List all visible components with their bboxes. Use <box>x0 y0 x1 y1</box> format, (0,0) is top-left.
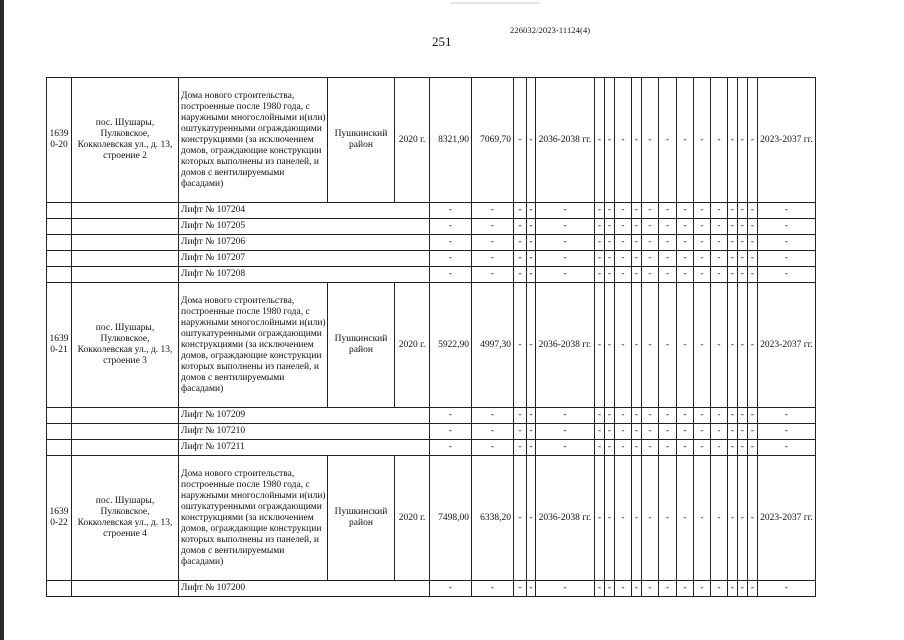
lift-name: Лифт № 107206 <box>179 235 430 251</box>
dash-cell: - <box>711 408 728 424</box>
dash-cell: - <box>632 251 642 267</box>
dash-cell: - <box>694 78 711 203</box>
dash-cell: - <box>472 424 514 440</box>
dash-cell: - <box>659 408 677 424</box>
dash-cell: - <box>659 235 677 251</box>
dash-cell: - <box>711 203 728 219</box>
scan-left-edge <box>0 0 4 640</box>
dash-cell: - <box>430 440 472 456</box>
dash-cell: - <box>514 203 527 219</box>
district: Пушкинский район <box>328 283 395 408</box>
lift-row <box>47 203 816 219</box>
building-id: 1639 0-21 <box>47 283 72 408</box>
dash-cell: - <box>514 424 527 440</box>
dash-cell: - <box>595 267 605 283</box>
dash-cell: - <box>728 267 738 283</box>
lift-name: Лифт № 107204 <box>179 203 430 219</box>
dash-cell: - <box>615 440 632 456</box>
dash-cell: - <box>527 456 536 581</box>
dash-cell: - <box>527 408 536 424</box>
lift-name: Лифт № 107200 <box>179 581 430 597</box>
dash-cell: - <box>738 219 748 235</box>
dash-cell: - <box>527 235 536 251</box>
dash-cell: - <box>527 440 536 456</box>
scan-smudge <box>450 2 540 4</box>
dash-cell: - <box>527 251 536 267</box>
dash-cell: - <box>659 456 677 581</box>
dash-cell: - <box>595 440 605 456</box>
dash-cell: - <box>748 267 758 283</box>
dash-cell: - <box>728 283 738 408</box>
empty-cell <box>72 267 179 283</box>
dash-cell: - <box>514 408 527 424</box>
dash-cell: - <box>430 267 472 283</box>
building-row <box>47 283 816 408</box>
dash-cell: - <box>595 78 605 203</box>
dash-cell: - <box>615 235 632 251</box>
dash-cell: - <box>758 408 816 424</box>
dash-cell: - <box>605 456 615 581</box>
dash-cell: - <box>748 78 758 203</box>
repair-period: 2036-2038 гг. <box>536 78 595 203</box>
dash-cell: - <box>758 424 816 440</box>
dash-cell: - <box>748 203 758 219</box>
dash-cell: - <box>430 203 472 219</box>
dash-cell: - <box>711 581 728 597</box>
dash-cell: - <box>615 456 632 581</box>
dash-cell: - <box>472 203 514 219</box>
empty-cell <box>47 408 72 424</box>
dash-cell: - <box>615 424 632 440</box>
lift-row <box>47 267 816 283</box>
dash-cell: - <box>728 456 738 581</box>
lift-row <box>47 408 816 424</box>
dash-cell: - <box>711 78 728 203</box>
dash-cell: - <box>595 456 605 581</box>
table-body <box>47 78 816 597</box>
dash-cell: - <box>758 251 816 267</box>
dash-cell: - <box>536 424 595 440</box>
dash-cell: - <box>738 581 748 597</box>
dash-cell: - <box>536 581 595 597</box>
dash-cell: - <box>605 251 615 267</box>
dash-cell: - <box>677 581 694 597</box>
dash-cell: - <box>694 408 711 424</box>
dash-cell: - <box>677 283 694 408</box>
dash-cell: - <box>728 581 738 597</box>
dash-cell: - <box>430 424 472 440</box>
dash-cell: - <box>514 283 527 408</box>
dash-cell: - <box>677 219 694 235</box>
dash-cell: - <box>595 203 605 219</box>
dash-cell: - <box>536 408 595 424</box>
dash-cell: - <box>514 251 527 267</box>
dash-cell: - <box>536 251 595 267</box>
dash-cell: - <box>615 283 632 408</box>
dash-cell: - <box>738 251 748 267</box>
dash-cell: - <box>728 424 738 440</box>
dash-cell: - <box>677 424 694 440</box>
dash-cell: - <box>595 283 605 408</box>
dash-cell: - <box>642 581 659 597</box>
dash-cell: - <box>514 581 527 597</box>
dash-cell: - <box>694 251 711 267</box>
building-type: Дома нового строительства, построенные после 1980 года, с наружными многослойными и(или) оштукатуренными ограждающими конструкциями (за исключением домов, ограждающие конструкции которых выполнены из панелей, и домов с вентилируемыми фасадами) <box>179 78 328 203</box>
dash-cell: - <box>748 424 758 440</box>
dash-cell: - <box>659 251 677 267</box>
dash-cell: - <box>472 235 514 251</box>
dash-cell: - <box>677 408 694 424</box>
empty-cell <box>72 424 179 440</box>
dash-cell: - <box>615 203 632 219</box>
dash-cell: - <box>514 78 527 203</box>
dash-cell: - <box>728 235 738 251</box>
lift-name: Лифт № 107209 <box>179 408 430 424</box>
dash-cell: - <box>536 219 595 235</box>
building-address: пос. Шушары, Пулковское, Кокколевская ул., д. 13, строение 2 <box>72 78 179 203</box>
empty-cell <box>72 408 179 424</box>
dash-cell: - <box>514 219 527 235</box>
empty-cell <box>47 440 72 456</box>
dash-cell: - <box>659 283 677 408</box>
dash-cell: - <box>605 203 615 219</box>
dash-cell: - <box>758 219 816 235</box>
dash-cell: - <box>711 440 728 456</box>
dash-cell: - <box>711 267 728 283</box>
dash-cell: - <box>632 267 642 283</box>
dash-cell: - <box>642 219 659 235</box>
dash-cell: - <box>605 78 615 203</box>
lift-row <box>47 581 816 597</box>
building-id: 1639 0-20 <box>47 78 72 203</box>
empty-cell <box>72 581 179 597</box>
building-address: пос. Шушары, Пулковское, Кокколевская ул., д. 13, строение 4 <box>72 456 179 581</box>
dash-cell: - <box>615 408 632 424</box>
dash-cell: - <box>642 440 659 456</box>
dash-cell: - <box>514 235 527 251</box>
dash-cell: - <box>694 235 711 251</box>
dash-cell: - <box>595 424 605 440</box>
dash-cell: - <box>472 408 514 424</box>
dash-cell: - <box>605 424 615 440</box>
empty-cell <box>72 219 179 235</box>
lift-row <box>47 424 816 440</box>
empty-cell <box>72 235 179 251</box>
document-reference: 226032/2023-11124(4) <box>510 25 591 35</box>
building-type: Дома нового строительства, построенные после 1980 года, с наружными многослойными и(или) оштукатуренными ограждающими конструкциями (за исключением домов, ограждающие конструкции которых выполнены из панелей, и домов с вентилируемыми фасадами) <box>179 456 328 581</box>
dash-cell: - <box>738 78 748 203</box>
empty-cell <box>72 251 179 267</box>
dash-cell: - <box>527 283 536 408</box>
dash-cell: - <box>605 581 615 597</box>
dash-cell: - <box>615 581 632 597</box>
empty-cell <box>47 581 72 597</box>
dash-cell: - <box>738 203 748 219</box>
dash-cell: - <box>728 203 738 219</box>
dash-cell: - <box>738 408 748 424</box>
lift-name: Лифт № 107207 <box>179 251 430 267</box>
dash-cell: - <box>758 203 816 219</box>
lift-row <box>47 235 816 251</box>
dash-cell: - <box>694 424 711 440</box>
dash-cell: - <box>595 581 605 597</box>
dash-cell: - <box>527 267 536 283</box>
dash-cell: - <box>595 219 605 235</box>
dash-cell: - <box>605 219 615 235</box>
dash-cell: - <box>527 581 536 597</box>
dash-cell: - <box>728 251 738 267</box>
dash-cell: - <box>711 219 728 235</box>
dash-cell: - <box>711 456 728 581</box>
dash-cell: - <box>595 235 605 251</box>
dash-cell: - <box>711 235 728 251</box>
dash-cell: - <box>677 251 694 267</box>
building-type: Дома нового строительства, построенные после 1980 года, с наружными многослойными и(или) оштукатуренными ограждающими конструкциями (за исключением домов, ограждающие конструкции которых выполнены из панелей, и домов с вентилируемыми фасадами) <box>179 283 328 408</box>
dash-cell: - <box>748 219 758 235</box>
dash-cell: - <box>472 267 514 283</box>
dash-cell: - <box>527 219 536 235</box>
building-row <box>47 78 816 203</box>
dash-cell: - <box>472 440 514 456</box>
dash-cell: - <box>642 78 659 203</box>
dash-cell: - <box>430 408 472 424</box>
dash-cell: - <box>642 283 659 408</box>
dash-cell: - <box>738 424 748 440</box>
dash-cell: - <box>728 440 738 456</box>
dash-cell: - <box>659 203 677 219</box>
dash-cell: - <box>632 456 642 581</box>
dash-cell: - <box>615 219 632 235</box>
dash-cell: - <box>605 283 615 408</box>
dash-cell: - <box>659 267 677 283</box>
empty-cell <box>72 440 179 456</box>
dash-cell: - <box>694 203 711 219</box>
dash-cell: - <box>615 267 632 283</box>
empty-cell <box>47 251 72 267</box>
building-row <box>47 456 816 581</box>
dash-cell: - <box>738 235 748 251</box>
dash-cell: - <box>472 581 514 597</box>
dash-cell: - <box>677 440 694 456</box>
dash-cell: - <box>711 283 728 408</box>
dash-cell: - <box>536 203 595 219</box>
dash-cell: - <box>605 235 615 251</box>
dash-cell: - <box>642 267 659 283</box>
dash-cell: - <box>605 267 615 283</box>
dash-cell: - <box>536 440 595 456</box>
dash-cell: - <box>642 251 659 267</box>
dash-cell: - <box>659 440 677 456</box>
dash-cell: - <box>642 235 659 251</box>
empty-cell <box>47 203 72 219</box>
dash-cell: - <box>595 408 605 424</box>
dash-cell: - <box>642 456 659 581</box>
dash-cell: - <box>527 78 536 203</box>
empty-cell <box>72 203 179 219</box>
dash-cell: - <box>632 283 642 408</box>
build-year: 2020 г. <box>395 78 430 203</box>
dash-cell: - <box>677 203 694 219</box>
lift-row <box>47 251 816 267</box>
dash-cell: - <box>595 251 605 267</box>
lift-name: Лифт № 107210 <box>179 424 430 440</box>
dash-cell: - <box>728 408 738 424</box>
page-number: 251 <box>432 34 452 49</box>
repair-period: 2036-2038 гг. <box>536 456 595 581</box>
empty-cell <box>47 424 72 440</box>
dash-cell: - <box>748 456 758 581</box>
dash-cell: - <box>527 203 536 219</box>
lift-name: Лифт № 107205 <box>179 219 430 235</box>
dash-cell: - <box>472 219 514 235</box>
dash-cell: - <box>758 235 816 251</box>
program-period: 2023-2037 гг. <box>758 78 816 203</box>
dash-cell: - <box>677 267 694 283</box>
dash-cell: - <box>738 456 748 581</box>
dash-cell: - <box>430 251 472 267</box>
dash-cell: - <box>659 424 677 440</box>
dash-cell: - <box>605 408 615 424</box>
lift-row <box>47 219 816 235</box>
dash-cell: - <box>430 219 472 235</box>
dash-cell: - <box>632 235 642 251</box>
empty-cell <box>47 267 72 283</box>
dash-cell: - <box>748 581 758 597</box>
dash-cell: - <box>514 440 527 456</box>
dash-cell: - <box>659 219 677 235</box>
living-area: 6338,20 <box>472 456 514 581</box>
dash-cell: - <box>659 581 677 597</box>
dash-cell: - <box>632 203 642 219</box>
dash-cell: - <box>632 408 642 424</box>
dash-cell: - <box>738 283 748 408</box>
repair-period: 2036-2038 гг. <box>536 283 595 408</box>
dash-cell: - <box>615 78 632 203</box>
dash-cell: - <box>748 251 758 267</box>
dash-cell: - <box>605 440 615 456</box>
empty-cell <box>47 235 72 251</box>
dash-cell: - <box>514 267 527 283</box>
dash-cell: - <box>677 456 694 581</box>
dash-cell: - <box>748 440 758 456</box>
dash-cell: - <box>632 581 642 597</box>
building-id: 1639 0-22 <box>47 456 72 581</box>
dash-cell: - <box>694 283 711 408</box>
dash-cell: - <box>514 456 527 581</box>
dash-cell: - <box>694 456 711 581</box>
dash-cell: - <box>642 408 659 424</box>
district: Пушкинский район <box>328 456 395 581</box>
program-period: 2023-2037 гг. <box>758 456 816 581</box>
dash-cell: - <box>677 78 694 203</box>
dash-cell: - <box>694 581 711 597</box>
lift-name: Лифт № 107208 <box>179 267 430 283</box>
dash-cell: - <box>748 408 758 424</box>
building-address: пос. Шушары, Пулковское, Кокколевская ул., д. 13, строение 3 <box>72 283 179 408</box>
build-year: 2020 г. <box>395 283 430 408</box>
dash-cell: - <box>527 424 536 440</box>
district: Пушкинский район <box>328 78 395 203</box>
dash-cell: - <box>677 235 694 251</box>
dash-cell: - <box>738 267 748 283</box>
program-period: 2023-2037 гг. <box>758 283 816 408</box>
dash-cell: - <box>430 581 472 597</box>
dash-cell: - <box>430 235 472 251</box>
total-area: 5922,90 <box>430 283 472 408</box>
empty-cell <box>47 219 72 235</box>
dash-cell: - <box>615 251 632 267</box>
dash-cell: - <box>536 235 595 251</box>
living-area: 7069,70 <box>472 78 514 203</box>
dash-cell: - <box>758 440 816 456</box>
dash-cell: - <box>728 78 738 203</box>
living-area: 4997,30 <box>472 283 514 408</box>
dash-cell: - <box>632 440 642 456</box>
lift-name: Лифт № 107211 <box>179 440 430 456</box>
dash-cell: - <box>536 267 595 283</box>
dash-cell: - <box>728 219 738 235</box>
dash-cell: - <box>659 78 677 203</box>
total-area: 7498,00 <box>430 456 472 581</box>
dash-cell: - <box>694 219 711 235</box>
housing-register-table <box>46 77 816 597</box>
dash-cell: - <box>472 251 514 267</box>
dash-cell: - <box>748 283 758 408</box>
dash-cell: - <box>758 267 816 283</box>
total-area: 8321,90 <box>430 78 472 203</box>
dash-cell: - <box>694 267 711 283</box>
dash-cell: - <box>632 78 642 203</box>
dash-cell: - <box>632 219 642 235</box>
dash-cell: - <box>758 581 816 597</box>
dash-cell: - <box>711 251 728 267</box>
lift-row <box>47 440 816 456</box>
dash-cell: - <box>632 424 642 440</box>
dash-cell: - <box>694 440 711 456</box>
dash-cell: - <box>642 203 659 219</box>
dash-cell: - <box>738 440 748 456</box>
dash-cell: - <box>748 235 758 251</box>
dash-cell: - <box>642 424 659 440</box>
dash-cell: - <box>711 424 728 440</box>
build-year: 2020 г. <box>395 456 430 581</box>
